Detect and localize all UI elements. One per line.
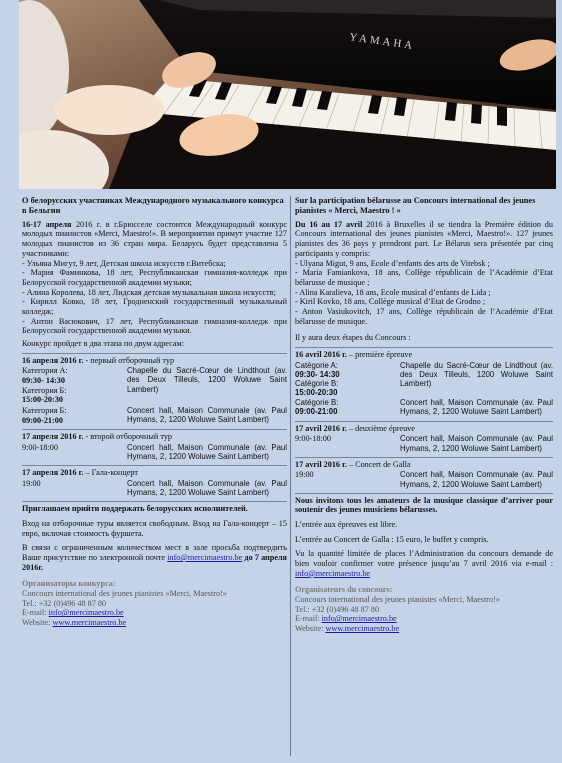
ru-stage-2-date: 17 апреля 2016 г.	[22, 432, 84, 442]
ru-participant: - Алина Королева, 18 лет, Лидская детская музыкальная школа искусств;	[22, 287, 276, 297]
fr-stage-1	[295, 347, 553, 417]
fr-venue: Concert hall, Maison Communale (av. Paul Hymans, 2, 1200 Woluwe Saint Lambert)	[400, 398, 553, 417]
fr-stage-1-row	[295, 398, 553, 416]
ru-stages-intro: Конкурс пройдет в два этапа по двум адресам:	[22, 338, 184, 348]
ru-stage-2	[22, 429, 287, 461]
fr-stages-intro: Il y aura deux étapes du Concours :	[295, 333, 411, 343]
ru-confirm-email-link[interactable]: info@mercimaestro.be	[167, 553, 243, 563]
fr-category-label: Catégorie B:	[295, 398, 339, 408]
ru-category-label: Категория Б:	[22, 405, 67, 415]
fr-venue: Concert hall, Maison Communale (av. Paul Hymans, 2, 1200 Woluwe Saint Lambert)	[400, 434, 553, 453]
ru-stage-1-row	[22, 366, 287, 405]
ru-stage-1-heading	[22, 356, 287, 366]
fr-category-time: 15:00-20:30	[295, 388, 338, 398]
ru-stage-3-heading	[22, 468, 287, 478]
fr-intro-text: 2016 à Bruxelles il se tiendra la Première édition du Concours international des jeunes pianistes «Merci, Maestro!». 127 jeunes pianistes des 36 pays y prendront part. Le Bélarus sera présentée par cinq participants y compris:	[295, 219, 553, 258]
ru-email-link[interactable]: info@mercimaestro.be	[48, 608, 124, 618]
fr-org-name: Concours international des jeunes pianistes «Merci, Maestro!»	[295, 595, 500, 605]
ru-org-name: Concours international des jeunes pianistes «Merci, Maestro!»	[22, 589, 227, 599]
ru-participant: - Ульяна Мигут, 9 лет, Детская школа искусств г.Витебска;	[22, 258, 226, 268]
ru-participant: - Антон Васюкович, 17 лет, Республиканская гимназия-колледж при Белорусской государственной академии музыки.	[22, 316, 287, 336]
ru-venue: Concert hall, Maison Communale (av. Paul Hymans, 2, 1200 Woluwe Saint Lambert)	[127, 442, 287, 462]
ru-stage-3-name: – Гала-концерт	[83, 468, 138, 478]
ru-intro	[22, 220, 287, 259]
ru-category-label: Категория Б:	[22, 385, 67, 395]
fr-email-label: E-mail:	[295, 614, 322, 624]
ru-invite: Приглашаем прийти поддержать белорусских исполнителей.	[22, 501, 287, 514]
fr-participant: - Anton Vasiukovitch, 17 ans, Collège républicain de l’Académie d’Etat bélarusse de musique.	[295, 306, 553, 326]
fr-stage-2	[295, 421, 553, 453]
ru-category-label: Категория A:	[22, 366, 68, 376]
ru-venue: Concert hall, Maison Communale (av. Paul Hymans, 2, 1200 Woluwe Saint Lambert)	[127, 478, 287, 498]
ru-stage-1-row	[22, 406, 287, 425]
piano-illustration	[19, 0, 556, 189]
ru-website-link[interactable]: www.mercimaestro.be	[52, 618, 127, 628]
ru-category-time: 09:00-21:00	[22, 415, 63, 425]
fr-participant: - Ulyana Migut, 9 ans, Ecole d’enfants des arts de Vitebsk ;	[295, 258, 490, 268]
fr-stage-2-name: – deuxième épreuve	[346, 423, 415, 433]
piano-brand-logo: YAMAHA	[348, 31, 416, 53]
ru-organizers	[22, 579, 287, 627]
fr-stage-1-row	[295, 361, 553, 398]
ru-org-tel: Tel.: +32 (0)496 48 87 80	[22, 598, 107, 608]
header-photo-piano	[19, 0, 556, 189]
fr-intro-date: Du 16 au 17 avril	[295, 219, 363, 229]
fr-venue: Concert hall, Maison Communale (av. Paul Hymans, 2, 1200 Woluwe Saint Lambert)	[400, 470, 553, 489]
fr-participant: - Maria Famiankova, 18 ans, Collège républicain de l’Académie d’Etat bélarusse de musique ;	[295, 268, 553, 287]
fr-stage-1-heading	[295, 350, 553, 360]
fr-org-tel: Tel.: +32 (0)496 48 87 80	[295, 604, 380, 614]
fr-category-label: Catégorie B:	[295, 378, 339, 388]
fr-stage-3-time: 19:00	[295, 470, 314, 480]
ru-title: О белорусских участниках Международного музыкального конкурса в Бельгии	[22, 196, 284, 215]
fr-stage-2-heading	[295, 424, 553, 434]
fr-stage-3-date: 17 avril 2016 г.	[295, 459, 347, 469]
ru-stage-2-name: - второй отборочный тур	[83, 432, 173, 442]
ru-stage-1-name: - первый отборочный тур	[83, 355, 175, 365]
fr-confirm-text: Vu la quantité limitée de places l’Administration du concours demande de bien vouloir confirmer votre présence jusqu’au 7 avril 2016 via e-mail :	[295, 549, 553, 569]
ru-org-title: Организаторы конкурса:	[22, 579, 116, 589]
fr-stage-3-heading	[295, 460, 553, 470]
fr-stage-1-name: – première épreuve	[346, 349, 413, 359]
fr-stage-2-time: 9:00-18:00	[295, 434, 331, 444]
fr-venue: Chapelle du Sacré-Cœur de Lindthout (av. des Deux Tilleuls, 1200 Woluwe Saint Lambert)	[400, 360, 553, 388]
ru-participant: - Кирилл Ковко, 18 лет, Гродненский государственный музыкальный колледж;	[22, 297, 287, 316]
fr-confirm-email-link[interactable]: info@mercimaestro.be	[295, 568, 371, 578]
ru-confirm-text: В связи с ограниченным количеством мест в зале просьба подтвердить Ваше присутствие по электронной почте	[22, 543, 287, 563]
fr-invite: Nous invitons tous les amateurs de la musique classique d’arriver pour soutenir des jeunes musiciens bélarusses.	[295, 493, 553, 515]
ru-stage-2-heading	[22, 432, 287, 442]
fr-stage-3-name: – Concert de Galla	[346, 459, 411, 469]
ru-category-time: 09:30- 14:30	[22, 375, 65, 385]
ru-venue: Concert hall, Maison Communale (av. Paul Hymans, 2, 1200 Woluwe Saint Lambert)	[127, 405, 287, 425]
ru-confirm	[22, 543, 287, 572]
fr-org-title: Organisateurs du concours:	[295, 585, 393, 595]
ru-stage-2-time: 9:00-18:00	[22, 442, 58, 452]
ru-stage-1-date: 16 апреля 2016 г.	[22, 355, 84, 365]
ru-participant: - Мария Фаминкова, 18 лет, Республиканская гимназия-колледж при Белорусской государственной академии музыки;	[22, 268, 287, 287]
ru-intro-date: 16-17 апреля	[22, 219, 72, 229]
fr-web-label: Website:	[295, 624, 326, 634]
ru-stage-3-date: 17 апреля 2016 г.	[22, 468, 84, 478]
ru-confirm-deadline: до 7 апреля 2016г.	[22, 553, 287, 572]
ru-stage-3-time: 19:00	[22, 478, 41, 488]
ru-stage-1	[22, 353, 287, 426]
fr-entry-2: L’entrée au Concert de Galla : 15 euro, le buffet y compris.	[295, 534, 489, 544]
ru-entry: Вход на отборочные туры является свободным. Вход на Гала-концерт – 15 евро, включая стоимость фуршета.	[22, 519, 287, 538]
fr-email-link[interactable]: info@mercimaestro.be	[321, 614, 397, 624]
fr-participant: - Kiril Kovko, 18 ans, Collège musical d’Etat de Grodno ;	[295, 297, 486, 307]
fr-category-time: 09:00-21:00	[295, 407, 338, 417]
ru-category-time: 15:00-20:30	[22, 395, 63, 405]
fr-category-label: Catégorie A:	[295, 360, 338, 370]
fr-intro	[295, 220, 553, 259]
fr-participant: - Alina Karalieva, 18 ans, Ecole musical d’enfants de Lida ;	[295, 287, 491, 297]
french-column	[295, 196, 553, 634]
ru-stage-3	[22, 465, 287, 497]
russian-column	[22, 196, 287, 628]
fr-title: Sur la participation bélarusse au Concours international des jeunes pianistes « Merci, Maestro ! »	[295, 196, 536, 215]
ru-venue: Chapelle du Sacré-Cœur de Lindthout (av. des Deux Tilleuls, 1200 Woluwe Saint Lambert)	[127, 366, 287, 394]
ru-email-label: E-mail:	[22, 608, 49, 618]
fr-website-link[interactable]: www.mercimaestro.be	[325, 624, 400, 634]
fr-confirm	[295, 549, 553, 578]
ru-web-label: Website:	[22, 618, 53, 628]
fr-stage-1-date: 16 avril 2016 г.	[295, 349, 347, 359]
fr-organizers	[295, 585, 553, 633]
column-divider	[290, 196, 291, 756]
fr-stage-3	[295, 457, 553, 489]
fr-entry-1: L’entrée aux épreuves est libre.	[295, 520, 398, 530]
fr-stage-2-date: 17 avril 2016 г.	[295, 423, 347, 433]
ru-intro-text: 2016 г. в г.Брюсселе состоится Международный конкурс молодых пианистов «Merci, Maestro!». В мероприятии примут участие 127 молодых пианистов из 36 стран мира. Беларусь будет представлена 5 участниками:	[22, 219, 288, 258]
fr-category-time: 09:30- 14:30	[295, 369, 340, 379]
